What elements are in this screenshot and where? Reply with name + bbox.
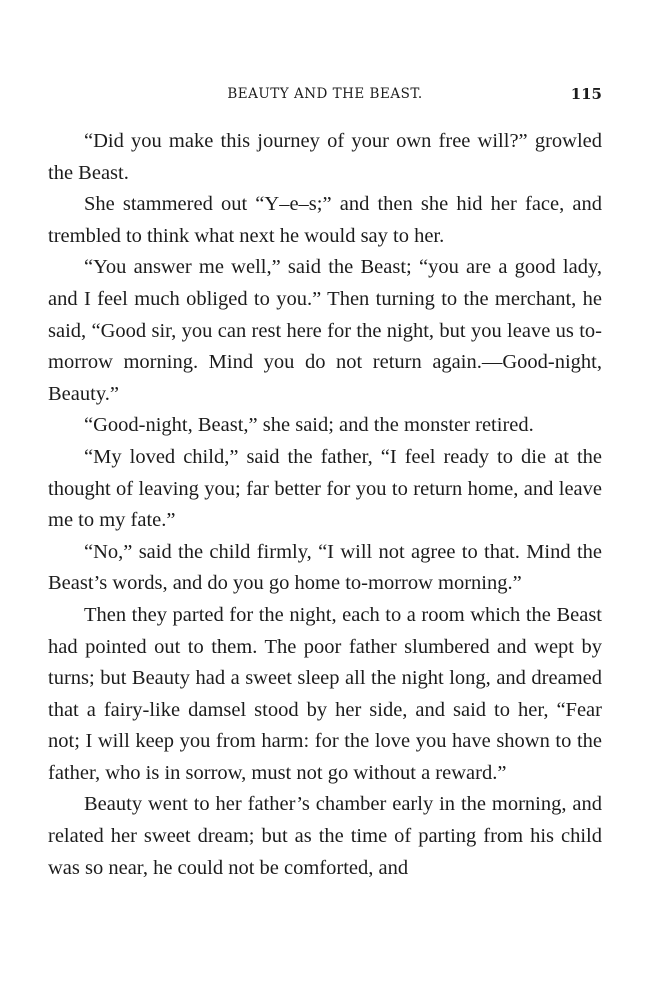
paragraph-7: Then they parted for the night, each to a room which the Beast had pointed out to them. The poor father slumbered and wept by turns; but Beauty had a sweet sleep all the night long, and dreamed that a fairy-like damsel stood by her side, and said to her, “Fear not; I will keep you from harm: for the love you have shown to the father, who is in sorrow, must not go without a reward.” — [48, 603, 602, 784]
paragraph-3: “You answer me well,” said the Beast; “you are a good lady, and I feel much obliged to you.” Then turning to the merchant, he said, “Good sir, you can rest here for the night, but you leave us to-morrow morning. Mind you do not return again.—Good-night, Beauty.” — [48, 256, 602, 405]
paragraph-4: “Good-night, Beast,” she said; and the monster retired. — [84, 414, 534, 437]
paragraph-1: “Did you make this journey of your own free will?” growled the Beast. — [48, 130, 602, 184]
running-head — [48, 86, 602, 110]
paragraph-6: “No,” said the child firmly, “I will not agree to that. Mind the Beast’s words, and do you go home to-morrow morning.” — [48, 540, 602, 595]
running-title: BEAUTY AND THE BEAST. — [227, 86, 423, 102]
body-text — [48, 126, 602, 884]
paragraph-5: “My loved child,” said the father, “I feel ready to die at the thought of leaving you; far better for you to return home, and leave me to my fate.” — [48, 445, 602, 532]
paragraph-2: She stammered out “Y–e–s;” and then she hid her face, and trembled to think what next he would say to her. — [48, 193, 602, 247]
page-number: 115 — [570, 85, 602, 103]
paragraph-8: Beauty went to her father’s chamber early in the morning, and related her sweet dream; but as the time of parting from his child was so near, he could not be comforted, and — [48, 793, 602, 879]
